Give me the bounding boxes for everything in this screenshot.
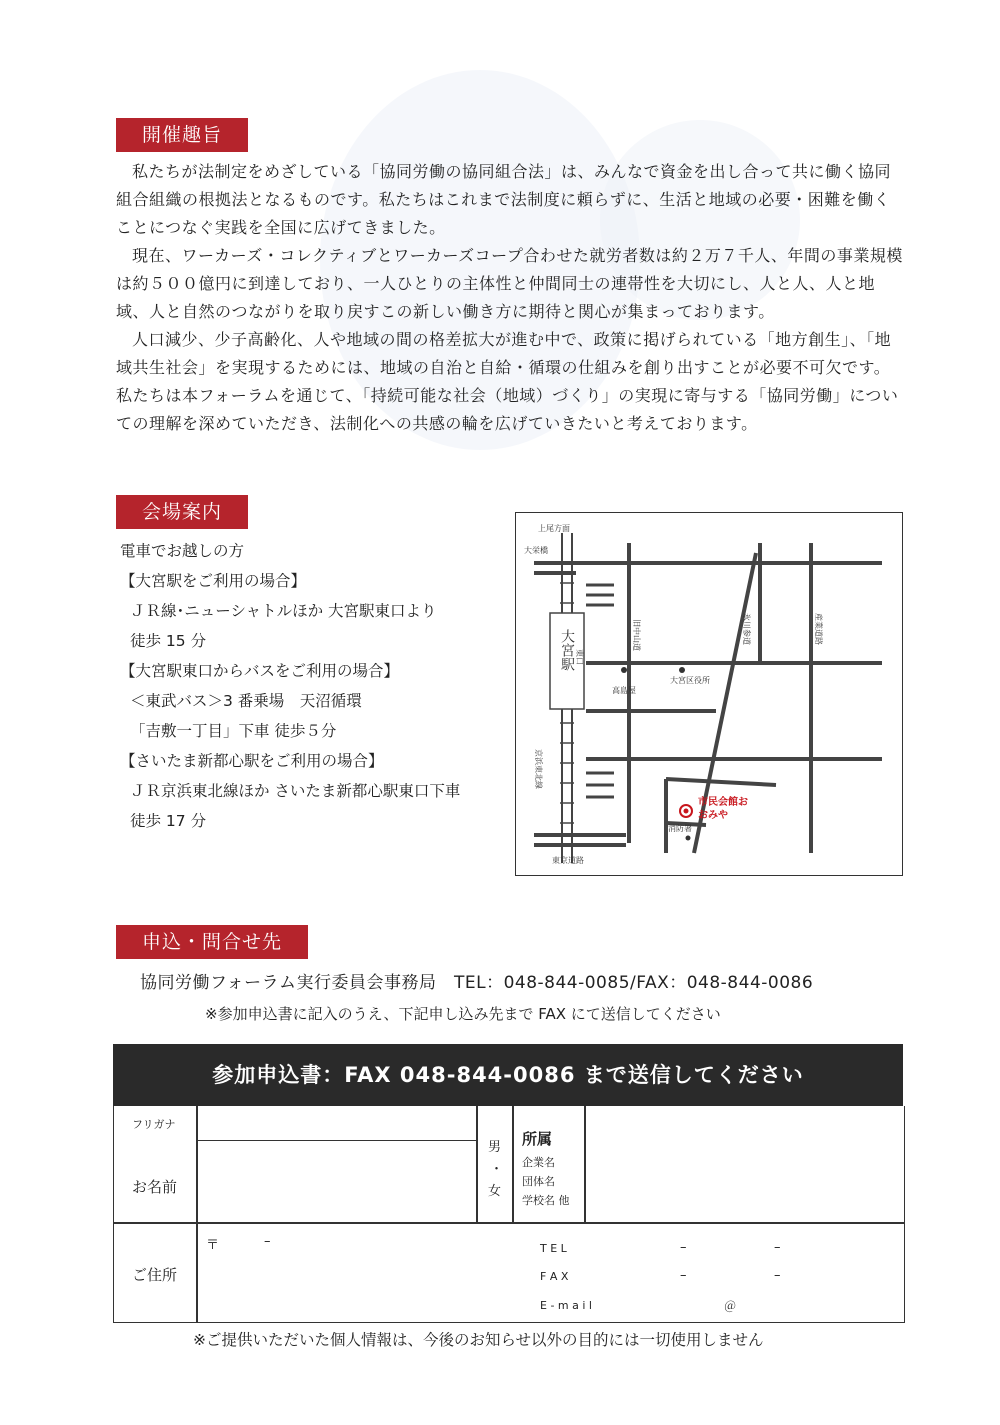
map-label-east-exit: 東口: [575, 649, 584, 665]
gender-separator: ・: [490, 1162, 504, 1177]
route-line: ＪＲ京浜東北線ほか さいたま新都心駅東口下車: [130, 782, 461, 800]
furigana-field[interactable]: [196, 1106, 476, 1140]
route-title: 【さいたま新都心駅をご利用の場合】: [120, 752, 384, 770]
email-label: E - m a i l: [540, 1299, 592, 1312]
gender-female[interactable]: 女: [488, 1184, 502, 1199]
address-field[interactable]: [198, 1224, 508, 1322]
venue-directions: [120, 536, 500, 836]
email-at: ＠: [724, 1299, 737, 1313]
map-label-hikawa: 氷川参道: [742, 613, 751, 645]
access-map-drawing: [516, 513, 902, 875]
venue-heading: 会場案内: [116, 495, 248, 529]
map-label-station: 大宮駅: [559, 629, 575, 671]
gender-male[interactable]: 男: [488, 1140, 502, 1155]
access-map: [515, 512, 903, 876]
contact-info: 協同労働フォーラム実行委員会事務局 TEL：048-844-0085/FAX：048-844-0086: [140, 973, 814, 993]
route-line: 徒歩 17 分: [130, 812, 207, 830]
affiliation-sub: 団体名: [522, 1175, 555, 1188]
map-label-keihin: 京浜東北線: [534, 749, 543, 789]
tel-dash: –: [774, 1240, 781, 1255]
route-line: ＜東武バス＞3 番乗場 天沼循環: [130, 692, 362, 710]
fax-label: F A X: [540, 1270, 569, 1283]
postal-dash: –: [264, 1234, 271, 1249]
map-label-takashimaya: 高島屋: [612, 686, 636, 695]
name-label: お名前: [132, 1178, 178, 1196]
affiliation-label: 所属: [522, 1130, 553, 1148]
map-label-ward-office: 大宮区役所: [670, 676, 710, 685]
privacy-note: ※ご提供いただいた個人情報は、今後のお知らせ以外の目的には一切使用しません: [193, 1331, 764, 1349]
address-label: ご住所: [132, 1266, 178, 1284]
application-form: [113, 1106, 905, 1323]
purpose-text: [116, 158, 906, 438]
map-label-old-road: 旧中山道: [632, 619, 641, 651]
purpose-paragraph-3: 人口減少、少子高齢化、人や地域の間の格差拡大が進む中で、政策に掲げられている「地方創生」、「地域共生社会」を実現するためには、地域の自治と自給・循環の仕組みを創り出すことが必要不可欠です。私たちは本フォーラムを通じて、「持続可能な社会（地域）づくり」の実現に寄与する「協同労働」についての理解を深めていただき、法制化への共感の輪を広げていきたいと考えております。: [116, 330, 899, 433]
route-title: 【大宮駅をご利用の場合】: [120, 572, 307, 590]
venue-intro: 電車でお越しの方: [120, 542, 245, 560]
affiliation-sub: 企業名: [522, 1156, 555, 1169]
map-label-venue: 市民会館おおみや: [698, 797, 748, 821]
route-line: 徒歩 15 分: [130, 632, 207, 650]
affiliation-field[interactable]: [586, 1106, 904, 1222]
tel-label: T E L: [540, 1242, 567, 1255]
tel-dash: –: [680, 1240, 687, 1255]
affiliation-sub: 学校名 他: [522, 1194, 570, 1207]
route-title: 【大宮駅東口からバスをご利用の場合】: [120, 662, 400, 680]
form-title: 参加申込書：FAX 048-844-0086 まで送信してください: [113, 1044, 903, 1106]
furigana-label: フリガナ: [132, 1118, 176, 1131]
postal-mark: 〒: [206, 1238, 220, 1253]
contact-heading: 申込・問合せ先: [116, 925, 308, 959]
map-label-direction: 上尾方面: [538, 524, 570, 533]
purpose-heading: 開催趣旨: [116, 118, 248, 152]
purpose-paragraph-1: 私たちが法制定をめざしている「協同労働の協同組合法」は、みんなで資金を出し合って共に働く協同組合組織の根拠法となるものです。私たちはこれまで法制度に頼らずに、生活と地域の必要・困難を働くことにつなぐ実践を全国に広げてきました。: [116, 162, 892, 237]
route-line: ＪＲ線･ニューシャトルほか 大宮駅東口より: [130, 602, 437, 620]
map-label-bridge: 大栄橋: [524, 546, 548, 555]
map-label-tokyo-road: 東京道路: [552, 856, 584, 865]
fax-field[interactable]: [584, 1262, 894, 1286]
name-field[interactable]: [196, 1141, 476, 1222]
map-label-sangyo: 産業道路: [814, 613, 823, 645]
route-line: 「吉敷一丁目」下車 徒歩５分: [130, 722, 337, 740]
map-label-fire-station: 消防署: [668, 824, 692, 833]
email-field[interactable]: [584, 1292, 894, 1318]
fax-dash: –: [680, 1268, 687, 1283]
tel-field[interactable]: [584, 1234, 894, 1258]
purpose-paragraph-2: 現在、ワーカーズ・コレクティブとワーカーズコープ合わせた就労者数は約２万７千人、年間の事業規模は約５００億円に到達しており、一人ひとりの主体性と仲間同士の連帯性を大切にし、人と人、人と地域、人と自然のつながりを取り戻すこの新しい働き方に期待と関心が集まっております。: [116, 246, 903, 321]
fax-note: ※参加申込書に記入のうえ、下記申し込み先まで FAX にて送信してください: [205, 1005, 721, 1023]
fax-dash: –: [774, 1268, 781, 1283]
